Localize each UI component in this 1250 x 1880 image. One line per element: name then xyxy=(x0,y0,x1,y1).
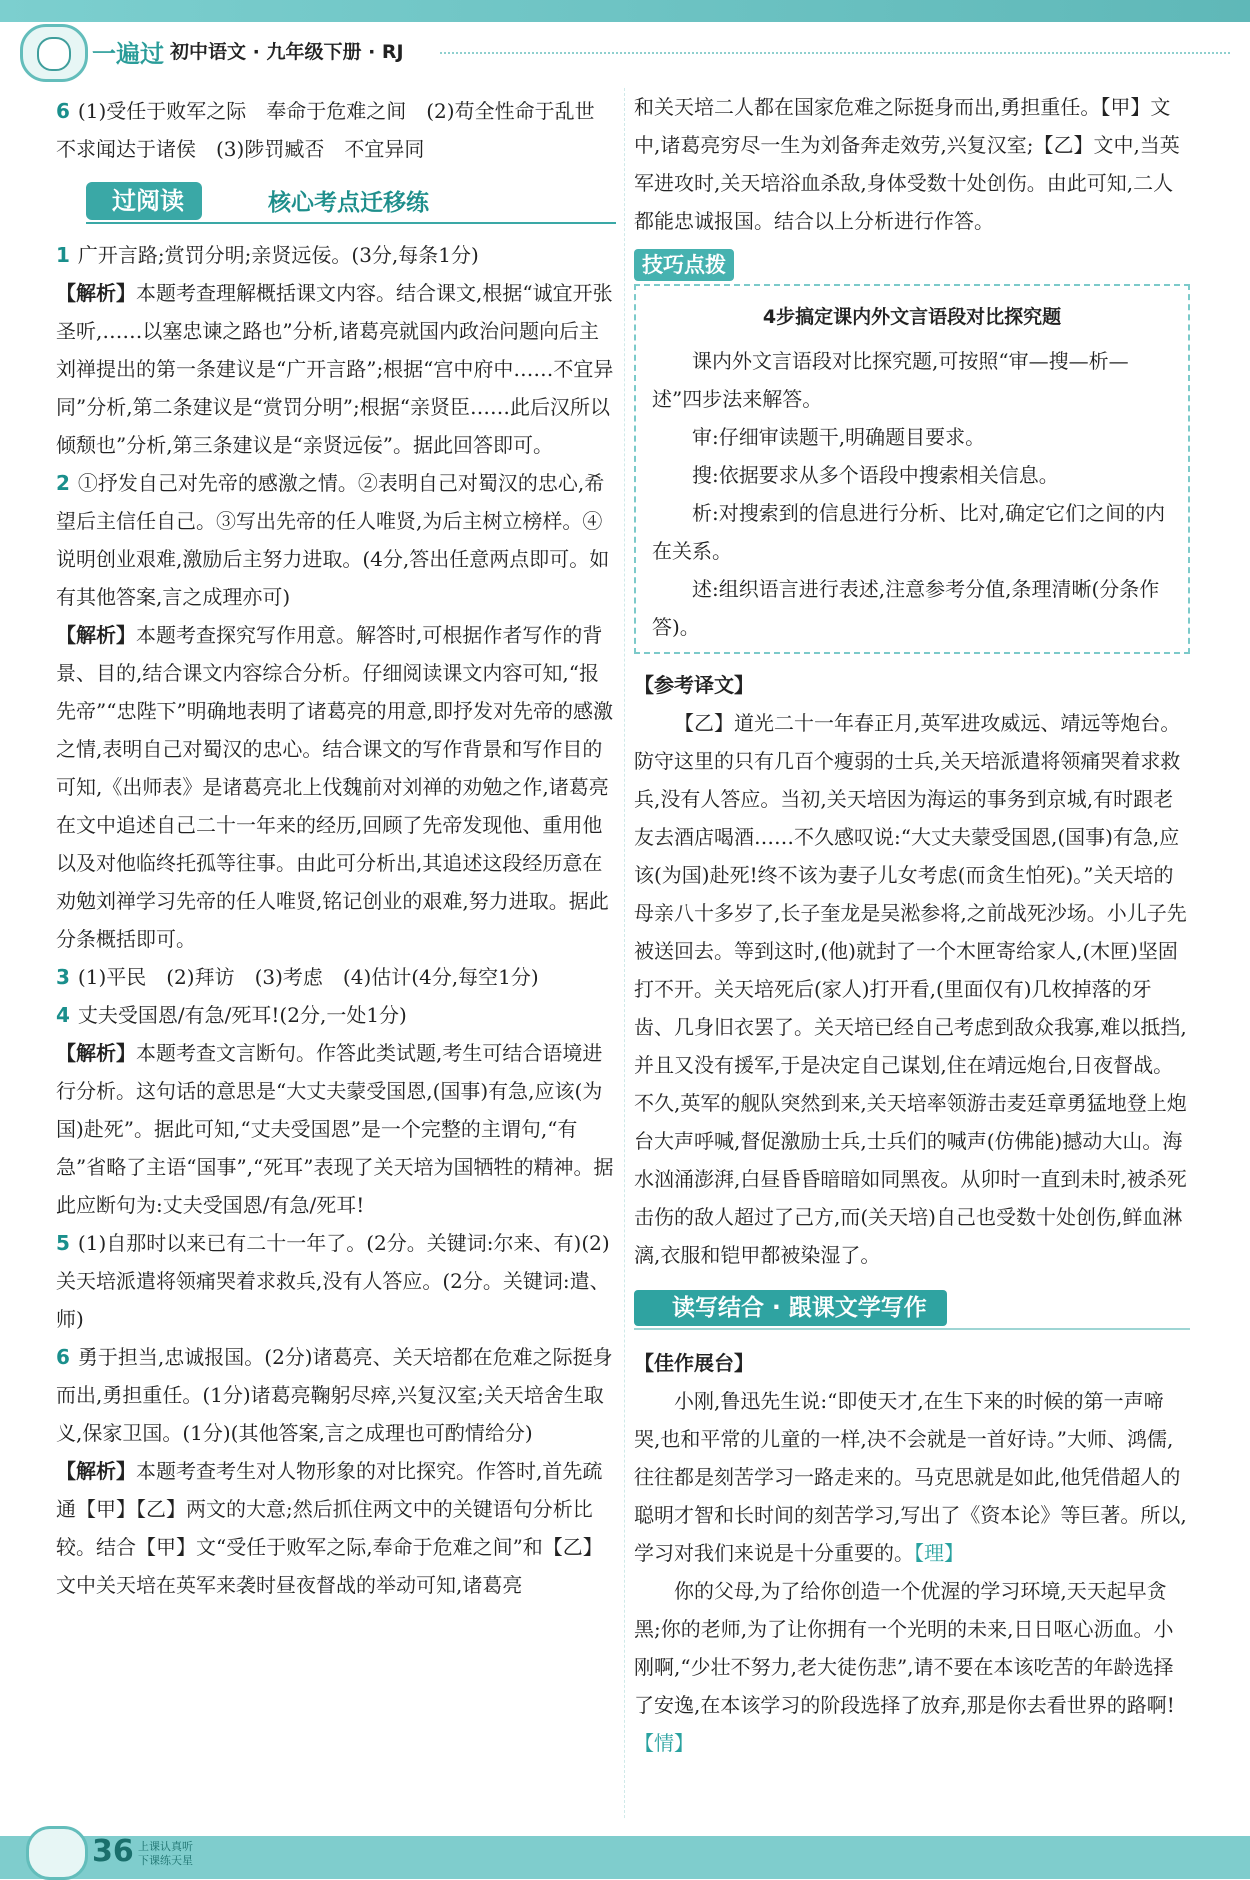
tip-xi: 析:对搜索到的信息进行分析、比对,确定它们之间的内在关系。 xyxy=(652,501,1166,563)
writing-banner-title: 读写结合 · 跟课文学写作 xyxy=(634,1290,947,1326)
answer-6: 6 勇于担当,忠诚报国。(2分)诸葛亮、关天培都在危难之际挺身而出,勇担重任。(1分)诸葛亮鞠躬尽瘁,兴复汉室;关天培舍生取义,保家卫国。(1分)(其他答案,言之成理也可酌情给分) xyxy=(56,1345,613,1445)
tips-section xyxy=(634,246,1190,654)
footer-slogan: 上课认真听 下课练天星 xyxy=(138,1840,193,1867)
answer-5: 5 (1)自那时以来已有二十一年了。(2分。关键词:尔来、有)(2)关天培派遣将领痛哭着求救兵,没有人答应。(2分。关键词:遣、师) xyxy=(56,1231,610,1331)
footer-mascot-icon xyxy=(26,1826,88,1880)
brand-logo: 一遍过 xyxy=(92,40,164,68)
left-column xyxy=(56,92,616,1604)
answer-6-prev: 6 (1)受任于败军之际 奉命于危难之间 (2)苟全性命于乱世 不求闻达于诸侯 (3)陟罚臧否 不宜异同 xyxy=(56,99,615,161)
analysis-6: 【解析】本题考查考生对人物形象的对比探究。作答时,首先疏通【甲】【乙】两文的大意;然后抓住两文中的关键语句分析比较。结合【甲】文“受任于败军之际,奉命于危难之间”和【乙】文中关天培在英军来袭时昼夜督战的举动可知,诸葛亮 xyxy=(56,1459,603,1597)
right-column xyxy=(634,88,1190,1762)
tip-shu: 述:组织语言进行表述,注意参考分值,条理清晰(分条作答)。 xyxy=(652,577,1160,639)
reference-label: 【参考译文】 xyxy=(634,673,754,697)
tip-shen: 审:仔细审读题干,明确题目要求。 xyxy=(692,425,986,449)
answer-3: 3 (1)平民 (2)拜访 (3)考虑 (4)估计(4分,每空1分) xyxy=(56,965,539,989)
mascot-logo-icon xyxy=(20,24,88,82)
tips-label: 技巧点拨 xyxy=(634,249,734,281)
reading-banner xyxy=(56,174,616,226)
banner-subtitle: 核心考点迁移练 xyxy=(268,190,429,216)
reference-translation: 【乙】道光二十一年春正月,英军进攻威远、靖远等炮台。防守这里的只有几百个瘦弱的士兵,关天培派遣将领痛哭着求救兵,没有人答应。当初,关天培因为海运的事务到京城,有时跟老友去酒店喝酒……不久感叹说:“大丈夫蒙受国恩,(国事)有急,应该(为国)赴死!终不该为妻子儿女考虑(而贪生怕死)。”关天培的母亲八十多岁了,长子奎龙是吴淞参将,之前战死沙场。小儿子先被送回去。等到这时,(他)就封了一个木匣寄给家人,(木匣)坚固打不开。关天培死后(家人)打开看,(里面仅有)几枚掉落的牙齿、几身旧衣罢了。关天培已经自己考虑到敌众我寡,难以抵挡,并且又没有援军,于是决定自己谋划,住在靖远炮台,日夜督战。不久,英军的舰队突然到来,关天培率领游击麦廷章勇猛地登上炮台大声呼喊,督促激励士兵,士兵们的喊声(仿佛能)撼动大山。海水汹涌澎湃,白昼昏昏暗暗如同黑夜。从卯时一直到未时,被杀死击伤的敌人超过了己方,而(关天培)自己也受数十处创伤,鲜血淋漓,衣服和铠甲都被染湿了。 xyxy=(634,711,1187,1267)
analysis-2: 【解析】本题考查探究写作用意。解答时,可根据作者写作的背景、目的,结合课文内容综合分析。仔细阅读课文内容可知,“报先帝”“忠陛下”明确地表明了诸葛亮的用意,即抒发对先帝的感激之情,表明自己对蜀汉的忠心。结合课文的写作背景和写作目的可知,《出师表》是诸葛亮北上伐魏前对刘禅的劝勉之作,诸葛亮在文中追述自己二十一年来的经历,回顾了先帝发现他、重用他以及对他临终托孤等往事。由此可分析出,其追述这段经历意在劝勉刘禅学习先帝的任人唯贤,铭记创业的艰难,努力进取。据此分条概括即可。 xyxy=(56,623,614,951)
answer-1: 1 广开言路;赏罚分明;亲贤远佞。(3分,每条1分) xyxy=(56,243,479,267)
page-number: 36 xyxy=(92,1834,134,1869)
analysis-4: 【解析】本题考查文言断句。作答此类试题,考生可结合语境进行分析。这句话的意思是“大丈夫蒙受国恩,(国事)有急,应该(为国)赴死”。据此可知,“丈夫受国恩”是一个完整的主谓句,“有急”省略了主语“国事”,“死耳”表现了关天培为国牺牲的精神。据此应断句为:丈夫受国恩/有急/死耳! xyxy=(56,1041,614,1217)
analysis-6-cont: 和关天培二人都在国家危难之际挺身而出,勇担重任。【甲】文中,诸葛亮穷尽一生为刘备奔走效劳,兴复汉室;【乙】文中,当英军进攻时,关天培浴血杀敌,身体受数十处创伤。由此可知,二人都能忠诚报国。结合以上分析进行作答。 xyxy=(634,95,1180,233)
writing-banner xyxy=(634,1284,1190,1330)
tag-qing: 【情】 xyxy=(634,1731,694,1755)
tip-sou: 搜:依据要求从多个语段中搜索相关信息。 xyxy=(692,463,1059,487)
answer-2: 2 ①抒发自己对先帝的感激之情。②表明自己对蜀汉的忠心,希望后主信任自己。③写出先帝的任人唯贤,为后主树立榜样。④说明创业艰难,激励后主努力进取。(4分,答出任意两点即可。如有其他答案,言之成理亦可) xyxy=(56,471,610,609)
showcase-paragraph-2: 你的父母,为了给你创造一个优渥的学习环境,天天起早贪黑;你的老师,为了让你拥有一个光明的未来,日日呕心沥血。小刚啊,“少壮不努力,老大徒伤悲”,请不要在本该吃苦的年龄选择了安逸,在本该学习的阶段选择了放弃,那是你去看世界的路啊!【情】 xyxy=(634,1579,1175,1755)
header-divider xyxy=(440,52,1230,54)
book-title: 初中语文 · 九年级下册 · RJ xyxy=(170,41,404,63)
tag-li: 【理】 xyxy=(914,1541,964,1565)
tips-box xyxy=(634,284,1190,654)
tips-intro: 课内外文言语段对比探究题,可按照“审—搜—析—述”四步法来解答。 xyxy=(652,349,1129,411)
answer-4: 4 丈夫受国恩/有急/死耳!(2分,一处1分) xyxy=(56,1003,407,1027)
tips-title: 4步搞定课内外文言语段对比探究题 xyxy=(762,306,1062,328)
showcase-label: 【佳作展台】 xyxy=(634,1351,754,1375)
showcase-paragraph-1: 小刚,鲁迅先生说:“即使天才,在生下来的时候的第一声啼哭,也和平常的儿童的一样,决不会就是一首好诗。”大师、鸿儒,往往都是刻苦学习一路走来的。马克思就是如此,他凭借超人的聪明才智和长时间的刻苦学习,写出了《资本论》等巨著。所以,学习对我们来说是十分重要的。【理】 xyxy=(634,1389,1187,1565)
column-divider xyxy=(624,88,625,1818)
top-band xyxy=(0,0,1250,22)
page-header xyxy=(20,22,1230,80)
analysis-1: 【解析】本题考查理解概括课文内容。结合课文,根据“诚宜开张圣听,……以塞忠谏之路也”分析,诸葛亮就国内政治问题向后主刘禅提出的第一条建议是“广开言路”;根据“宫中府中……不宜异同”分析,第二条建议是“赏罚分明”;根据“亲贤臣……此后汉所以倾颓也”分析,第三条建议是“亲贤远佞”。据此回答即可。 xyxy=(56,281,614,457)
banner-pill: 过阅读 xyxy=(86,182,202,220)
